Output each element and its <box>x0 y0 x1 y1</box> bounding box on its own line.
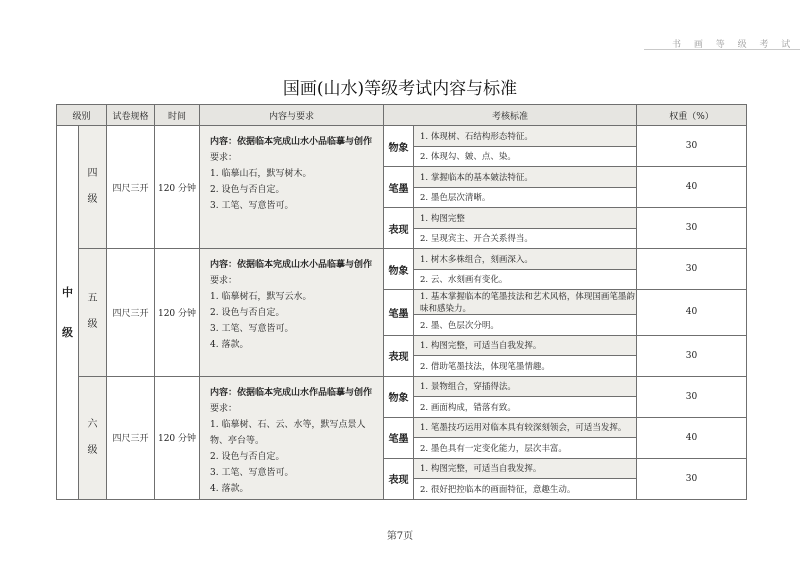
criteria-item: 2. 体现勾、皴、点、染。 <box>414 146 637 167</box>
criteria-category: 笔墨 <box>384 167 414 208</box>
level-cell <box>79 376 107 499</box>
group-label-char: 级 <box>62 326 73 340</box>
criteria-item: 1. 体现树、石结构形态特征。 <box>414 126 637 147</box>
criteria-category: 表现 <box>384 335 414 376</box>
requirement-item: 2. 设色与否自定。 <box>210 451 285 462</box>
level-cell <box>79 249 107 377</box>
page-number: 第7页 <box>386 531 414 542</box>
level-char: 级 <box>87 444 98 456</box>
group-label-cell <box>57 126 79 500</box>
requirements-label: 要求： <box>210 403 238 414</box>
weight-cell: 30 <box>637 249 747 290</box>
criteria-item: 1. 树木多株组合，刻画深入。 <box>414 249 637 270</box>
content-head: 内容：依据临本完成山水作品临摹与创作 <box>210 387 373 398</box>
requirement-item: 2. 设色与否自定。 <box>210 185 285 195</box>
criteria-item: 2. 呈现宾主、开合关系得当。 <box>414 228 637 249</box>
requirement-item: 3. 工笔、写意皆可。 <box>210 201 294 211</box>
header-divider <box>644 49 800 50</box>
criteria-category: 物象 <box>384 376 414 417</box>
criteria-item: 1. 掌握临本的基本皴法特征。 <box>414 167 637 188</box>
standards-table <box>56 104 747 500</box>
header-series-tag: 书 画 等 级 考 试 <box>672 40 796 50</box>
level-char: 级 <box>87 194 98 205</box>
criteria-item: 2. 墨色具有一定变化能力，层次丰富。 <box>414 438 637 459</box>
criteria-category: 物象 <box>384 126 414 167</box>
requirement-item: 4. 落款。 <box>210 483 249 494</box>
weight-cell: 40 <box>637 167 747 208</box>
requirement-item: 1. 临摹树石，默写云水。 <box>210 292 312 302</box>
content-cell <box>200 126 384 249</box>
requirement-item: 4. 落款。 <box>210 340 249 350</box>
level-char: 六 <box>87 418 98 430</box>
table-row <box>57 249 747 270</box>
spec-cell: 四尺三开 <box>107 126 155 249</box>
level-cell <box>79 126 107 249</box>
content-cell <box>200 249 384 377</box>
criteria-item: 1. 构图完整 <box>414 208 637 229</box>
requirement-item: 1. 临摹山石，默写树木。 <box>210 169 312 179</box>
criteria-category: 笔墨 <box>384 290 414 336</box>
time-cell: 120 分钟 <box>155 126 200 249</box>
criteria-category: 表现 <box>384 458 414 499</box>
requirements-label: 要求： <box>210 276 238 286</box>
requirement-item: 3. 工笔、写意皆可。 <box>210 467 294 478</box>
page-title: 国画(山水)等级考试内容与标准 <box>282 79 518 99</box>
criteria-item: 2. 借助笔墨技法，体现笔墨情趣。 <box>414 356 637 377</box>
time-cell: 120 分钟 <box>155 376 200 499</box>
weight-cell: 40 <box>637 417 747 458</box>
criteria-item: 2. 很好把控临本的画面特征，意趣生动。 <box>414 479 637 500</box>
weight-cell: 30 <box>637 208 747 249</box>
criteria-item: 2. 墨、色层次分明。 <box>414 315 637 336</box>
requirement-item: 2. 设色与否自定。 <box>210 308 285 318</box>
table-row <box>57 126 747 147</box>
time-cell: 120 分钟 <box>155 249 200 377</box>
group-label-char: 中 <box>62 286 73 300</box>
table-row <box>57 376 747 397</box>
criteria-category: 物象 <box>384 249 414 290</box>
col-header-level: 级别 <box>57 105 107 126</box>
level-char: 级 <box>87 319 98 331</box>
col-header-content: 内容与要求 <box>200 105 384 126</box>
weight-cell: 40 <box>637 290 747 336</box>
content-head: 内容：依据临本完成山水小品临摹与创作 <box>210 137 373 147</box>
criteria-item: 1. 构图完整，可适当自我发挥。 <box>414 458 637 479</box>
criteria-item: 1. 笔墨技巧运用对临本具有较深刻领会，可适当发挥。 <box>414 417 637 438</box>
weight-cell: 30 <box>637 335 747 376</box>
criteria-item: 2. 云、水刻画有变化。 <box>414 269 637 290</box>
weight-cell: 30 <box>637 376 747 417</box>
requirement-item: 1. 临摹树、石、云、水等，默写点景人物、亭台等。 <box>210 419 366 446</box>
criteria-item: 2. 墨色层次清晰。 <box>414 187 637 208</box>
col-header-criteria: 考核标准 <box>384 105 637 126</box>
level-char: 四 <box>87 168 98 179</box>
col-header-time: 时间 <box>155 105 200 126</box>
spec-cell: 四尺三开 <box>107 376 155 499</box>
criteria-item: 1. 构图完整，可适当自我发挥。 <box>414 335 637 356</box>
table-header-row <box>57 105 747 126</box>
level-char: 五 <box>87 293 98 305</box>
criteria-item: 1. 景物组合，穿插得法。 <box>414 376 637 397</box>
criteria-category: 笔墨 <box>384 417 414 458</box>
requirements-label: 要求： <box>210 153 238 163</box>
content-head: 内容：依据临本完成山水小品临摹与创作 <box>210 260 373 270</box>
criteria-category: 表现 <box>384 208 414 249</box>
weight-cell: 30 <box>637 458 747 499</box>
criteria-item: 2. 画面构成，错落有致。 <box>414 397 637 418</box>
col-header-weight: 权重（%） <box>637 105 747 126</box>
criteria-item: 1. 基本掌握临本的笔墨技法和艺术风格，体现国画笔墨韵味和感染力。 <box>414 290 637 315</box>
col-header-spec: 试卷规格 <box>107 105 155 126</box>
spec-cell: 四尺三开 <box>107 249 155 377</box>
content-cell <box>200 376 384 499</box>
weight-cell: 30 <box>637 126 747 167</box>
requirement-item: 3. 工笔、写意皆可。 <box>210 324 294 334</box>
